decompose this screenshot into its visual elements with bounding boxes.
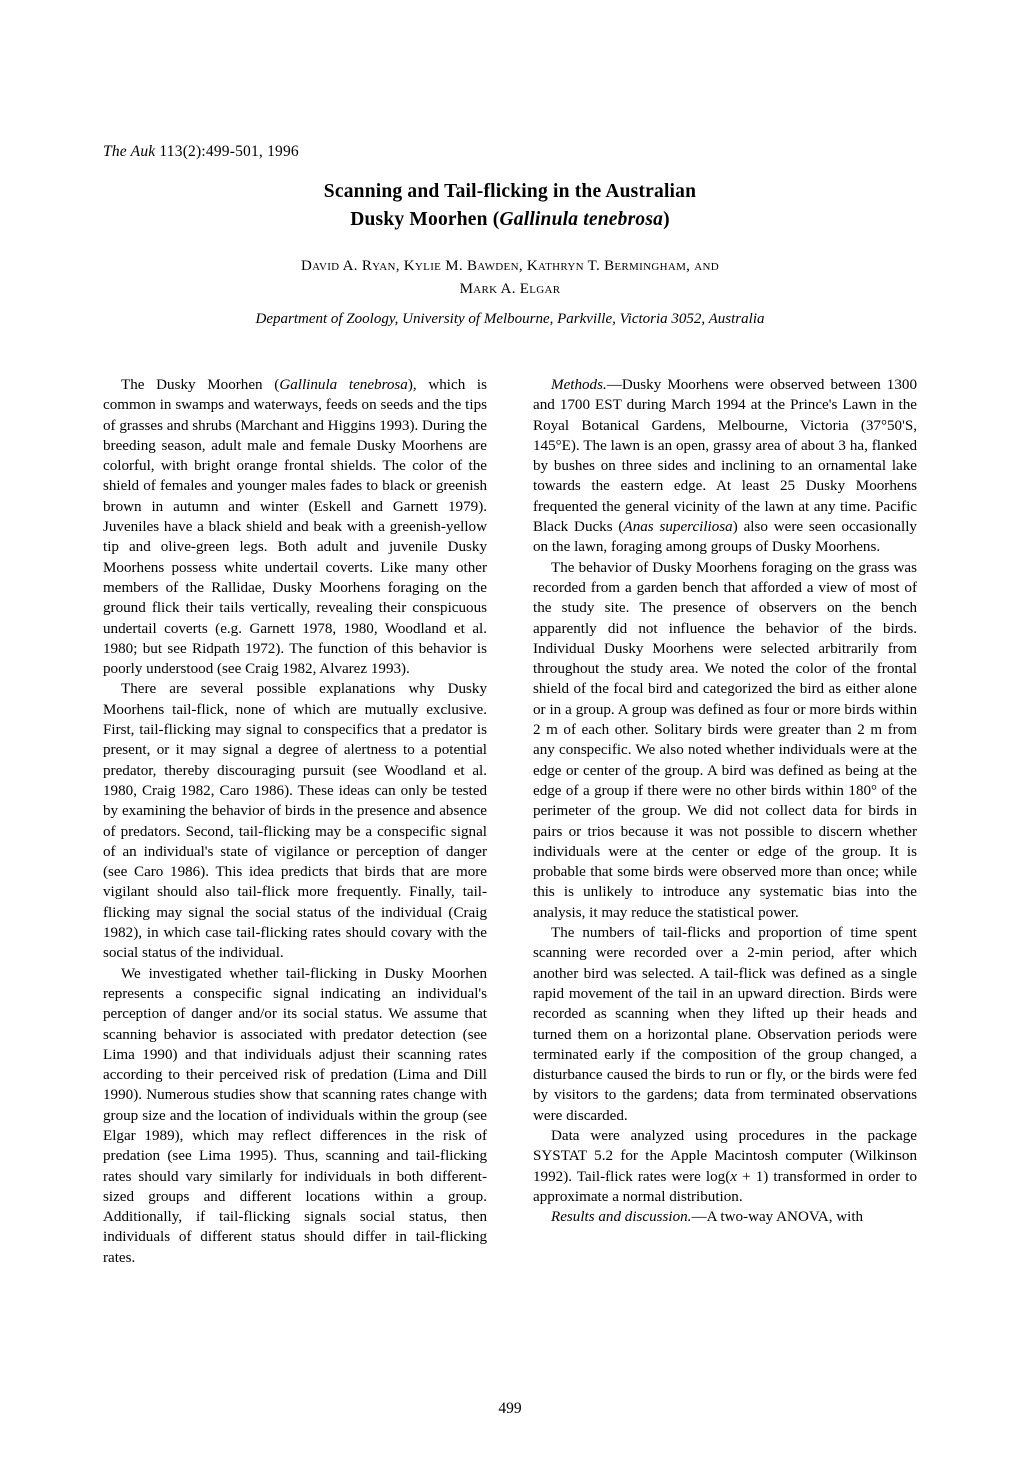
paragraph: The Dusky Moorhen (Gallinula tenebrosa), which is common in swamps and waterways, feeds on seeds and the tips of grasses and shrubs (Marchant and Higgins 1993). During the breeding season, adult male and female Dusky Moorhens are colorful, with bright orange frontal shields. The color of the shield of females and younger males fades to black or greenish brown in autumn and winter (Eskell and Garnett 1979). Juveniles have a black shield and beak with a greenish-yellow tip and olive-green legs. Both adult and juvenile Dusky Moorhens possess white undertail coverts. Like many other members of the Rallidae, Dusky Moorhens foraging on the ground flick their tails vertically, revealing their conspicuous undertail coverts (e.g. Garnett 1978, 1980, Woodland et al. 1980; but see Ridpath 1972). The function of this behavior is poorly understood (see Craig 1982, Alvarez 1993). (103, 377, 487, 678)
author-list (103, 255, 917, 302)
right-column (533, 375, 917, 1268)
title-block (103, 178, 917, 331)
page-title (103, 178, 917, 235)
title-line-1: Scanning and Tail-flicking in the Australian (323, 181, 697, 202)
author-line-1: David A. Ryan, Kylie M. Bawden, Kathryn T. Bermingham, and (301, 257, 719, 274)
paragraph-results: Results and discussion.—A two-way ANOVA, with (551, 1209, 864, 1226)
author-affiliation: Department of Zoology, University of Melbourne, Parkville, Victoria 3052, Australia (255, 311, 765, 328)
species-name: Gallinula tenebrosa (499, 209, 664, 231)
paragraph-methods: Methods.—Dusky Moorhens were observed between 1300 and 1700 EST during March 1994 at the Prince's Lawn in the Royal Botanical Gardens, Melbourne, Victoria (37°50'S, 145°E). The lawn is an open, grassy area of about 3 ha, flanked by bushes on three sides and inclining to an ornamental lake towards the eastern edge. At least 25 Dusky Moorhens frequented the general vicinity of the lawn at any time. Pacific Black Ducks (Anas superciliosa) also were seen occasionally on the lawn, foraging among groups of Dusky Moorhens. (533, 377, 917, 556)
paragraph: The behavior of Dusky Moorhens foraging on the grass was recorded from a garden bench that afforded a view of most of the study site. The presence of observers on the bench apparently did not influence the behavior of the birds. Individual Dusky Moorhens were selected arbitrarily from throughout the study area. We noted the color of the frontal shield of the focal bird and categorized the bird as either alone or in a group. A group was defined as four or more birds within 2 m of each other. Solitary birds were greater than 2 m from any conspecific. We also noted whether individuals were at the edge or center of the group. A bird was defined as being at the edge of a group if there were no other birds within 180° of the perimeter of the group. We did not collect data for birds in pairs or trios because it was not possible to discern whether individuals were at the center or edge of the group. It is probable that some birds were observed more than once; while this is unlikely to introduce any systematic bias into the analysis, it may reduce the statistical power. (533, 559, 917, 921)
body-columns (103, 375, 917, 1268)
journal-name: The Auk (103, 143, 156, 160)
title-line-2 (103, 206, 917, 234)
page-number: 499 (498, 1400, 522, 1417)
journal-citation-line (103, 143, 299, 161)
paragraph: We investigated whether tail-flicking in Dusky Moorhen represents a conspecific signal indicating an individual's perception of danger and/or its social status. We assume that scanning behavior is associated with predator detection (see Lima 1990) and that individuals adjust their scanning rates according to their perceived risk of predation (Lima and Dill 1990). Numerous studies show that scanning rates change with group size and the location of individuals within the group (see Elgar 1989), which may reflect differences in the risk of predation (see Lima 1995). Thus, scanning and tail-flicking rates should vary similarly for individuals in both different-sized groups and different locations within a group. Additionally, if tail-flicking signals social status, then individuals of different status should differ in tail-flicking rates. (103, 965, 487, 1266)
left-column (103, 375, 487, 1268)
author-line-2: Mark A. Elgar (459, 280, 561, 297)
title-line-2-prefix: Dusky Moorhen ( (350, 209, 500, 231)
journal-reference: 113(2):499-501, 1996 (155, 143, 299, 160)
title-line-2-suffix: ) (663, 209, 670, 231)
paragraph: The numbers of tail-flicks and proportion of time spent scanning were recorded over a 2-min period, after which another bird was selected. A tail-flick was defined as a single rapid movement of the tail in an upward direction. Birds were recorded as scanning when they lifted up their heads and turned them on a horizontal plane. Observation periods were terminated early if the composition of the group changed, a disturbance caused the birds to run or fly, or the birds were fed by visitors to the gardens; data from terminated observations were discarded. (533, 925, 917, 1124)
paragraph: Data were analyzed using procedures in the package SYSTAT 5.2 for the Apple Macintosh computer (Wilkinson 1992). Tail-flick rates were log(x + 1) transformed in order to approximate a normal distribution. (533, 1127, 917, 1205)
paragraph: There are several possible explanations why Dusky Moorhens tail-flick, none of which are mutually exclusive. First, tail-flicking may signal to conspecifics that a predator is present, or it may signal a degree of alertness to a potential predator, thereby discouraging pursuit (see Woodland et al. 1980, Craig 1982, Caro 1986). These ideas can only be tested by examining the behavior of birds in the presence and absence of predators. Second, tail-flicking may be a conspecific signal of an individual's state of vigilance or perception of danger (see Caro 1986). This idea predicts that birds that are more vigilant should also tail-flick more frequently. Finally, tail-flicking may signal the social status of the individual (Craig 1982), in which case tail-flicking rates should covary with the social status of the individual. (103, 681, 487, 962)
